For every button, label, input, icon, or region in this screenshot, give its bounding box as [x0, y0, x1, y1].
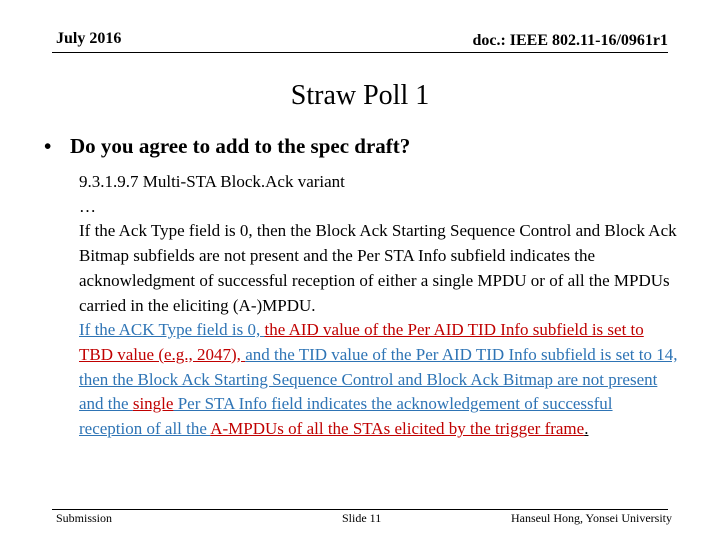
original-paragraph: If the Ack Type field is 0, then the Block Ack Starting Sequence Control and Block Ack Bitmap subfields are not present and the Per STA Info subfield indicates the acknowledgment of successful reception of either a single MPDU or of all the MPDUs carried in the eliciting (A-)MPDU.: [79, 221, 677, 315]
proposed-text-1: If the ACK Type field is 0,: [79, 320, 265, 340]
footer-submission: Submission: [56, 511, 113, 525]
proposed-text-7: .: [584, 419, 589, 439]
proposed-text-5: Per STA Info field indicates the acknowledgement of successful reception of all the: [79, 394, 613, 439]
proposed-text-3: and the TID value of the Per AID TID Info subfield is set to 14, then the Block Ack Starting Sequence Control and Block Ack Bitmap are not present and the: [79, 344, 678, 414]
ellipsis: …: [79, 196, 96, 216]
footer-slide-number: Slide 11: [342, 511, 382, 525]
footer-author: Hanseul Hong, Yonsei University: [511, 511, 672, 525]
bullet-text: Do you agree to add to the spec draft?: [70, 134, 411, 158]
proposed-text-6: A-MPDUs of all the STAs elicited by the trigger frame: [210, 419, 585, 439]
proposed-text-2: the AID value of the Per AID TID Info subfield is set to TBD value (e.g., 2047),: [79, 320, 644, 364]
section-heading: 9.3.1.9.7 Multi-STA Block.Ack variant: [79, 172, 345, 191]
bullet-dot-icon: •: [44, 134, 52, 158]
footer-divider: [52, 509, 668, 510]
bullet-item: [44, 134, 410, 159]
slide-body: [79, 170, 679, 442]
header-divider: [52, 52, 668, 53]
proposed-paragraph: [79, 318, 679, 442]
header-date: July 2016: [56, 30, 122, 47]
proposed-text-4: single: [132, 394, 174, 414]
slide-title: Straw Poll 1: [290, 80, 430, 111]
header-doc-id: doc.: IEEE 802.11-16/0961r1: [472, 32, 668, 49]
